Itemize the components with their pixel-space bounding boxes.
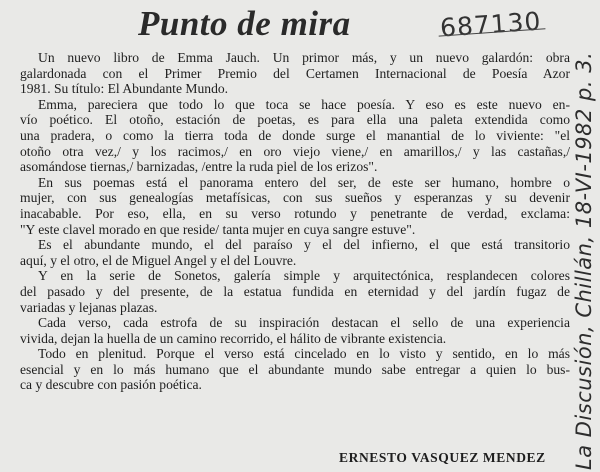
text-line: Todo en plenitud. Porque el verso está cincelado en lo visto y sentido, en lo más bbox=[38, 346, 570, 362]
article-paragraph bbox=[20, 175, 570, 237]
text-line: En sus poemas está el panorama entero del ser, de este ser humano, hombre o bbox=[38, 174, 570, 190]
text-line: variadas y lejanas plazas. bbox=[20, 299, 158, 315]
text-line: Cada verso, cada estrofa de su inspiración destacan el sello de una experiencia bbox=[38, 315, 570, 331]
text-line: inacabable. Por eso, ella, en su verso rotundo y penetrante de verdad, exclama: bbox=[20, 205, 570, 221]
text-line: Es el abundante mundo, el del paraíso y el del infierno, el que está transitorio bbox=[38, 237, 570, 253]
article-body bbox=[20, 50, 570, 393]
text-line: vío poético. El otoño, estación de poetas, es para ella una paleta extendida como bbox=[20, 112, 570, 128]
text-line: ca y descubre con pasión poética. bbox=[20, 377, 202, 393]
handwritten-catalog-number: 687130 bbox=[439, 6, 543, 43]
text-line: esencial y en lo más humano que el abundante mundo sabe entregar a quien lo bus- bbox=[20, 361, 570, 377]
article-title: Punto de mira bbox=[138, 4, 351, 43]
article-paragraph bbox=[20, 50, 570, 97]
text-line: Un nuevo libro de Emma Jauch. Un primor más, y un nuevo galardón: obra bbox=[38, 50, 570, 65]
text-line: "Y este clavel morado en que reside/ tanta mujer en cuya sangre estuve". bbox=[20, 221, 416, 237]
article-paragraph bbox=[20, 315, 570, 346]
text-line: aquí, y el otro, el de Miguel Angel y el del Louvre. bbox=[20, 252, 297, 268]
text-line: vivida, dejan la huella de un camino recorrido, el hálito de vibrante existencia. bbox=[20, 330, 447, 346]
text-line: galardonada con el Primer Premio del Certamen Internacional de Poesía Azor bbox=[20, 65, 570, 81]
text-line: 1981. Su título: El Abundante Mundo. bbox=[20, 81, 229, 97]
text-line: Y en la serie de Sonetos, galería simple y arquitectónica, resplandecen colores bbox=[38, 268, 570, 284]
article-paragraph bbox=[20, 346, 570, 393]
author-byline: ERNESTO VASQUEZ MENDEZ bbox=[339, 450, 546, 465]
handwritten-source-note: La Discusión, Chillán, 18-VI-1982 p. 3. bbox=[572, 51, 596, 470]
article-paragraph bbox=[20, 97, 570, 175]
article-paragraph bbox=[20, 237, 570, 268]
text-line: del pasado y del presente, de la estatua fundida en eternidad y del jardín fugaz de bbox=[20, 283, 570, 299]
text-line: mujer, con sus genealogías metafísicas, con sus sueños y esperanzas y su devenir bbox=[20, 190, 570, 206]
text-line: asomándose tiernas,/ barnizadas, /entre la ruda piel de los erizos". bbox=[20, 159, 378, 175]
text-line: Emma, pareciera que todo lo que toca se hace poesía. Y eso es este nuevo en- bbox=[38, 96, 570, 112]
text-line: una pradera, o como la tierra toda de donde surge el manantial de lo viviente: "el bbox=[20, 127, 570, 143]
text-line: otoño otra vez,/ y los racimos,/ en oro viejo viene,/ en amarillos,/ y las castañas,/ bbox=[20, 143, 570, 159]
article-paragraph bbox=[20, 268, 570, 315]
